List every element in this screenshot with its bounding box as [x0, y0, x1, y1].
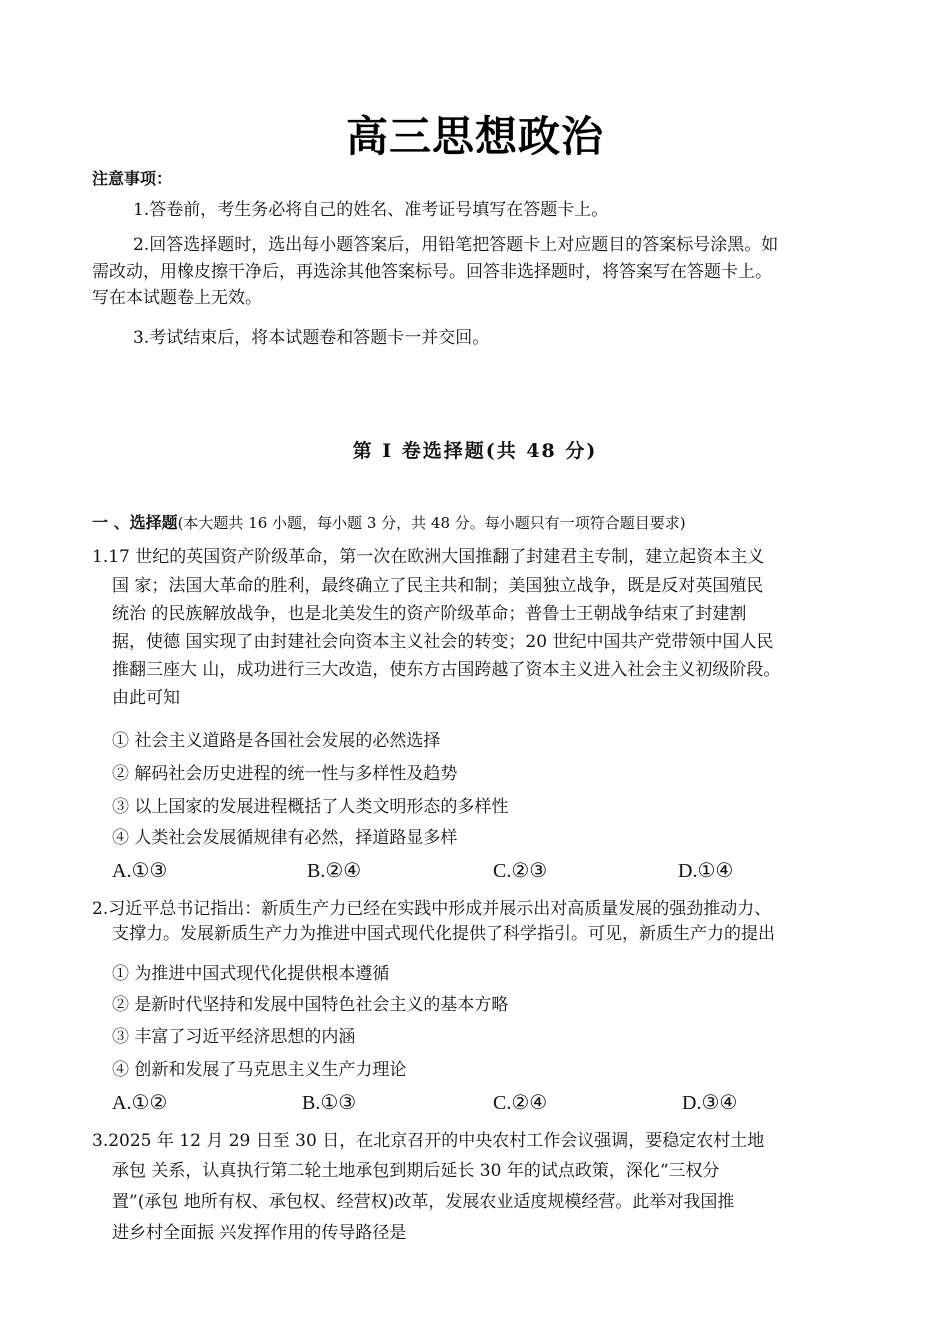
answer-choice: C.②④	[493, 1092, 548, 1114]
answer-choice: A.①③	[112, 860, 168, 882]
question-stem-line: 2.习近平总书记指出：新质生产力已经在实践中形成并展示出对高质量发展的强劲推动力、	[92, 899, 772, 919]
question-stem-line: 3.2025 年 12 月 29 日至 30 日，在北京召开的中央农村工作会议强调，要稳定农村土地	[92, 1131, 765, 1151]
statement-option: ④ 人类社会发展循规律有必然，择道路显多样	[112, 828, 458, 848]
part-heading	[92, 510, 686, 533]
question-stem-line: 统治 的民族解放战争，也是北美发生的资产阶级革命；普鲁士王朝战争结束了封建割	[112, 604, 747, 624]
question-stem-line: 国 家；法国大革命的胜利，最终确立了民主共和制；美国独立战争，既是反对英国殖民	[112, 576, 764, 596]
statement-option: ③ 丰富了习近平经济思想的内涵	[112, 1027, 356, 1047]
answer-choice: C.②③	[493, 860, 548, 882]
statement-option: ② 是新时代坚持和发展中国特色社会主义的基本方略	[112, 995, 509, 1015]
notice-line: 写在本试题卷上无效。	[92, 288, 262, 308]
statement-option: ① 为推进中国式现代化提供根本遵循	[112, 964, 390, 984]
question-stem-line: 推翻三座大 山，成功进行三大改造，使东方古国跨越了资本主义进入社会主义初级阶段。	[112, 660, 781, 680]
notice-line: 3.考试结束后，将本试题卷和答题卡一并交回。	[133, 328, 490, 348]
question-stem-line: 由此可知	[112, 688, 180, 708]
statement-option: ① 社会主义道路是各国社会发展的必然选择	[112, 731, 441, 751]
answer-choice: A.①②	[112, 1092, 168, 1114]
notice-line: 2.回答选择题时，选出每小题答案后，用铅笔把答题卡上对应题目的答案标号涂黑。如	[133, 235, 779, 255]
question-stem-line: 1.17 世纪的英国资产阶级革命，第一次在欧洲大国推翻了封建君主专制，建立起资本主义	[92, 547, 765, 567]
statement-option: ④ 创新和发展了马克思主义生产力理论	[112, 1060, 407, 1080]
answer-choice: D.③④	[682, 1092, 738, 1114]
notice-line: 需改动，用橡皮擦干净后，再选涂其他答案标号。回答非选择题时，将答案写在答题卡上。	[92, 262, 772, 282]
question-stem-line: 据，使德 国实现了由封建社会向资本主义社会的转变；20 世纪中国共产党带领中国人民	[112, 632, 774, 652]
answer-choice: B.①③	[302, 1092, 357, 1114]
answer-choice: D.①④	[678, 860, 734, 882]
question-stem-line: 支撑力。发展新质生产力为推进中国式现代化提供了科学指引。可见，新质生产力的提出	[112, 924, 775, 944]
statement-option: ③ 以上国家的发展进程概括了人类文明形态的多样性	[112, 797, 509, 817]
notice-heading: 注意事项：	[92, 169, 173, 188]
part-label: 一 、选择题	[92, 513, 178, 532]
section-title: 第 I 卷选择题(共 48 分)	[352, 440, 598, 462]
question-stem-line: 进乡村全面振 兴发挥作用的传导路径是	[112, 1223, 407, 1243]
page-title: 高三思想政治	[345, 112, 604, 161]
notice-line: 1.答卷前，考生务必将自己的姓名、准考证号填写在答题卡上。	[133, 200, 609, 220]
answer-choice: B.②④	[307, 860, 362, 882]
part-description: (本大题共 16 小题，每小题 3 分，共 48 分。每小题只有一项符合题目要求)	[177, 514, 686, 532]
question-stem-line: 置”(承包 地所有权、承包权、经营权)改革，发展农业适度规模经营。此举对我国推	[112, 1192, 735, 1212]
question-stem-line: 承包 关系，认真执行第二轮土地承包到期后延长 30 年的试点政策，深化“三权分	[112, 1161, 720, 1181]
statement-option: ② 解码社会历史进程的统一性与多样性及趋势	[112, 764, 458, 784]
